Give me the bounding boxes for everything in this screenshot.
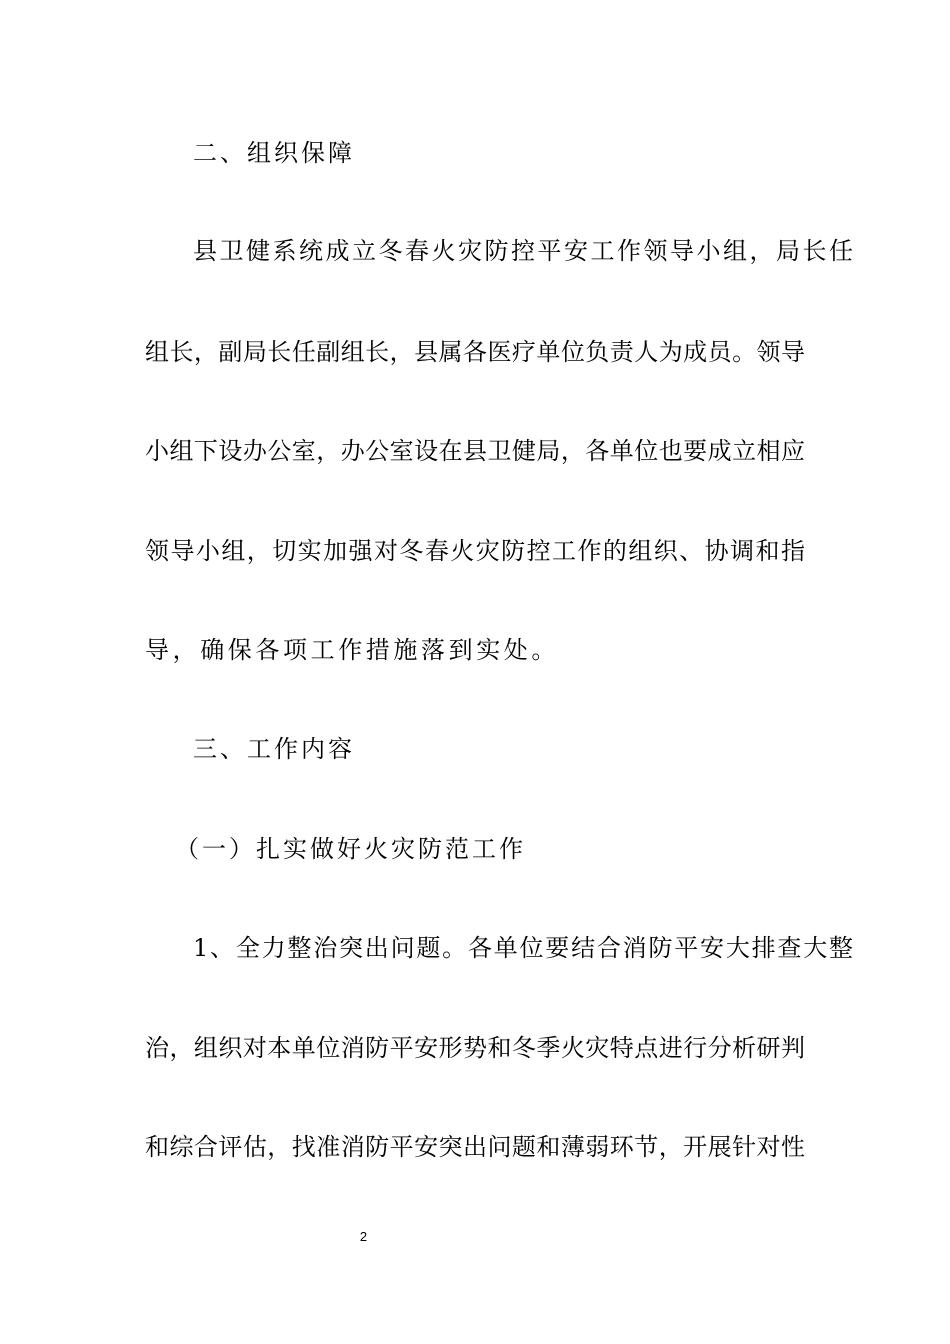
paragraph-line: 治，组织对本单位消防平安形势和冬季火灾特点进行分析研判	[145, 1034, 805, 1062]
paragraph-line: 导，确保各项工作措施落到实处。	[145, 636, 559, 664]
paragraph-line: 组长，副局长任副组长，县属各医疗单位负责人为成员。领导	[145, 338, 805, 366]
paragraph-line: 县卫健系统成立冬春火灾防控平安工作领导小组，局长任	[193, 237, 853, 265]
section-two-heading: 二、组织保障	[193, 139, 355, 167]
paragraph-line: 领导小组，切实加强对冬春火灾防控工作的组织、协调和指	[145, 537, 805, 565]
page-number: 2	[359, 1229, 368, 1244]
section-three-heading: 三、工作内容	[193, 735, 355, 763]
paragraph-line: 小组下设办公室，办公室设在县卫健局，各单位也要成立相应	[145, 437, 805, 465]
paragraph-line: 1、全力整治突出问题。各单位要结合消防平安大排查大整	[193, 934, 853, 962]
paragraph-line: 和综合评估，找准消防平安突出问题和薄弱环节，开展针对性	[145, 1133, 805, 1161]
section-three-subheading: （一）扎实做好火灾防范工作	[175, 835, 526, 863]
